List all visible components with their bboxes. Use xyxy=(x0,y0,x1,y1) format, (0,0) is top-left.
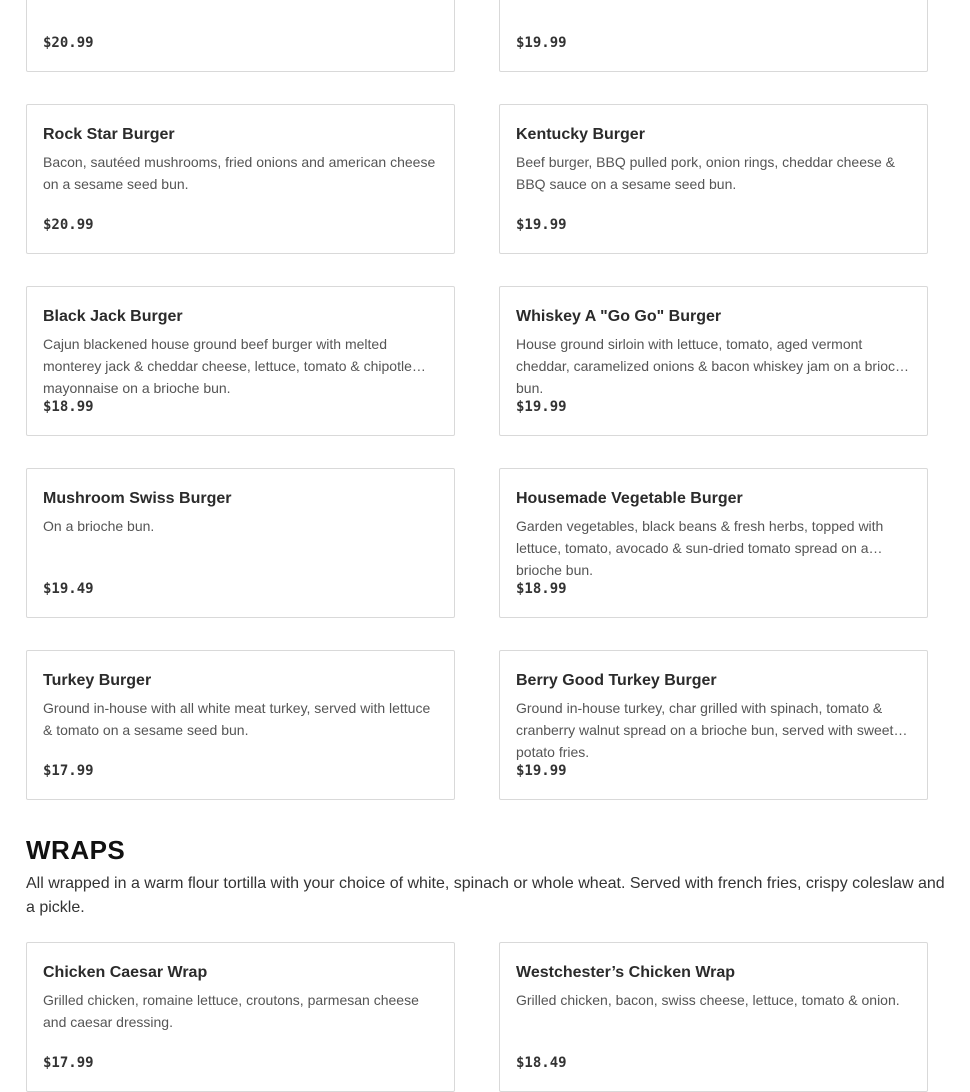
menu-item-price: $19.99 xyxy=(516,399,567,415)
menu-item-card[interactable] xyxy=(499,104,928,254)
menu-item-card[interactable] xyxy=(26,0,455,72)
menu-item-description: Grilled chicken, bacon, swiss cheese, lettuce, tomato & onion. xyxy=(516,992,900,1008)
menu-item-description: House ground sirloin with lettuce, tomato, aged vermont cheddar, caramelized onions & bacon whiskey jam on a brioche bun. xyxy=(516,336,911,396)
menu-item-price: $20.99 xyxy=(43,35,94,51)
menu-item-card[interactable] xyxy=(499,286,928,436)
menu-item-card[interactable] xyxy=(499,0,928,72)
menu-item-price: $20.99 xyxy=(43,217,94,233)
wraps-grid xyxy=(26,942,928,1092)
menu-item-description: Grilled chicken, romaine lettuce, croutons, parmesan cheese and caesar dressing. xyxy=(43,992,419,1030)
menu-item-description: Cajun blackened house ground beef burger with melted monterey jack & cheddar cheese, lettuce, tomato & chipotle mayonnaise on a brioche bun. xyxy=(43,336,412,396)
menu-item-price: $18.99 xyxy=(43,399,94,415)
menu-item-description: Beef burger, BBQ pulled pork, onion rings, cheddar cheese & BBQ sauce on a sesame seed bun. xyxy=(516,154,896,192)
menu-item-name: Chicken Caesar Wrap xyxy=(43,964,208,981)
menu-item-name: Berry Good Turkey Burger xyxy=(516,672,717,689)
menu-item-description: Ground in-house turkey, char grilled with spinach, tomato & cranberry walnut spread on a brioche bun, served with sweet potato fries. xyxy=(516,700,894,760)
menu-item-price: $17.99 xyxy=(43,1055,94,1071)
menu-item-card[interactable] xyxy=(26,286,455,436)
menu-item-description: Bacon, sautéed mushrooms, fried onions and american cheese on a sesame seed bun. xyxy=(43,154,436,192)
menu-item-name: Whiskey A "Go Go" Burger xyxy=(516,308,722,325)
menu-item-card[interactable] xyxy=(499,650,928,800)
menu-item-card[interactable] xyxy=(26,468,455,618)
menu-item-card[interactable] xyxy=(26,942,455,1092)
menu-item-name: Housemade Vegetable Burger xyxy=(516,490,743,507)
menu-item-card[interactable] xyxy=(499,468,928,618)
menu-item-card[interactable] xyxy=(26,104,455,254)
menu-item-name: Mushroom Swiss Burger xyxy=(43,490,232,507)
wraps-section-header xyxy=(26,834,946,920)
burgers-grid xyxy=(26,0,928,800)
menu-item-name: Black Jack Burger xyxy=(43,308,183,325)
menu-item-description: On a brioche bun. xyxy=(43,518,155,534)
menu-item-price: $19.99 xyxy=(516,217,567,233)
section-title: WRAPS xyxy=(26,835,126,865)
menu-item-price: $18.49 xyxy=(516,1055,567,1071)
menu-item-name: Kentucky Burger xyxy=(516,126,645,143)
menu-item-price: $19.99 xyxy=(516,35,567,51)
menu-item-price: $19.99 xyxy=(516,763,567,779)
menu-item-name: Turkey Burger xyxy=(43,672,152,689)
menu-item-description: Garden vegetables, black beans & fresh herbs, topped with lettuce, tomato, avocado & sun-dried tomato spread on a brioche bun. xyxy=(516,518,884,578)
section-description: All wrapped in a warm flour tortilla with your choice of white, spinach or whole wheat. Served with french fries, crispy coleslaw and a pickle. xyxy=(26,875,945,916)
menu-item-card[interactable] xyxy=(499,942,928,1092)
menu-item-card[interactable] xyxy=(26,650,455,800)
menu-item-price: $18.99 xyxy=(516,581,567,597)
menu-item-price: $17.99 xyxy=(43,763,94,779)
menu-item-price: $19.49 xyxy=(43,581,94,597)
menu-item-name: Rock Star Burger xyxy=(43,126,175,143)
menu-item-description: Ground in-house with all white meat turkey, served with lettuce & tomato on a sesame seed bun. xyxy=(43,700,431,738)
menu-item-name: Westchester’s Chicken Wrap xyxy=(516,964,736,981)
